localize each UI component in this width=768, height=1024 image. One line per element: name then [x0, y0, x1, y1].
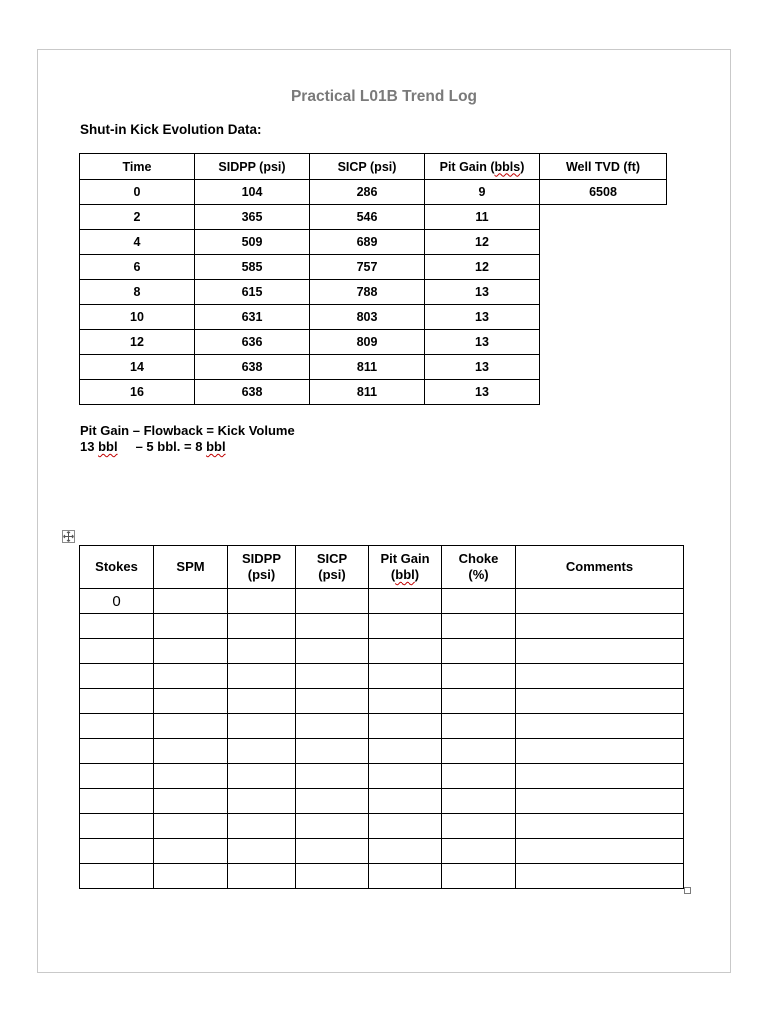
table-cell[interactable]: [154, 764, 228, 789]
table-cell: 104: [195, 180, 310, 205]
table-cell: 12: [80, 330, 195, 355]
table-row: [80, 255, 667, 280]
header-well-tvd: Well TVD (ft): [540, 154, 667, 180]
table-cell[interactable]: [442, 839, 516, 864]
table-cell[interactable]: [442, 789, 516, 814]
table-row: [80, 230, 667, 255]
table-cell[interactable]: [296, 764, 369, 789]
table-cell: 689: [310, 230, 425, 255]
table-cell[interactable]: [80, 789, 154, 814]
table-cell: 8: [80, 280, 195, 305]
header-sidpp: SIDPP (psi): [195, 154, 310, 180]
table-cell[interactable]: [154, 664, 228, 689]
formula-line-2: [80, 439, 295, 455]
table-cell[interactable]: [228, 614, 296, 639]
table-cell: 12: [425, 230, 540, 255]
table-cell[interactable]: [369, 864, 442, 889]
table-cell: 803: [310, 305, 425, 330]
table-cell[interactable]: [442, 589, 516, 614]
header-comments: Comments: [516, 546, 684, 589]
table-row: [80, 305, 667, 330]
table-cell[interactable]: [296, 714, 369, 739]
table-cell[interactable]: [516, 739, 684, 764]
table-cell[interactable]: [154, 689, 228, 714]
table-row: [80, 355, 667, 380]
header-sidpp: SIDPP (psi): [228, 546, 296, 589]
kick-table-header-row: [80, 154, 667, 180]
table-cell[interactable]: [442, 864, 516, 889]
header-sicp: SICP (psi): [296, 546, 369, 589]
table-cell[interactable]: [296, 839, 369, 864]
table-cell: 546: [310, 205, 425, 230]
table-cell[interactable]: [296, 589, 369, 614]
table-row[interactable]: [80, 839, 684, 864]
table-row[interactable]: [80, 764, 684, 789]
table-move-handle-icon[interactable]: [62, 530, 75, 543]
table-cell[interactable]: [369, 714, 442, 739]
table-cell: 0: [80, 180, 195, 205]
table-cell[interactable]: [228, 714, 296, 739]
header-pit-gain: [425, 154, 540, 180]
kick-volume-formula: [80, 423, 295, 455]
table-cell[interactable]: [228, 589, 296, 614]
table-cell[interactable]: [516, 614, 684, 639]
table-cell[interactable]: [80, 814, 154, 839]
table-cell[interactable]: [154, 814, 228, 839]
table-cell[interactable]: [154, 839, 228, 864]
table-cell: 13: [425, 380, 540, 405]
table-cell[interactable]: [228, 764, 296, 789]
table-cell: 16: [80, 380, 195, 405]
table-cell[interactable]: [228, 664, 296, 689]
table-cell: 13: [425, 280, 540, 305]
table-cell: 638: [195, 355, 310, 380]
table-cell[interactable]: [369, 689, 442, 714]
header-sicp: SICP (psi): [310, 154, 425, 180]
table-cell[interactable]: [442, 739, 516, 764]
table-cell[interactable]: [516, 639, 684, 664]
table-cell[interactable]: [516, 864, 684, 889]
table-cell: 631: [195, 305, 310, 330]
table-row: [80, 280, 667, 305]
table-cell[interactable]: [154, 639, 228, 664]
table-cell: 12: [425, 255, 540, 280]
table-cell[interactable]: [228, 689, 296, 714]
document-title: Practical L01B Trend Log: [290, 88, 478, 105]
table-row[interactable]: [80, 864, 684, 889]
table-cell[interactable]: [296, 664, 369, 689]
table-cell[interactable]: [80, 864, 154, 889]
formula-unit-1: bbl: [98, 439, 118, 454]
table-cell: [540, 330, 667, 355]
table-cell: 757: [310, 255, 425, 280]
table-row[interactable]: [80, 589, 684, 614]
table-cell[interactable]: [154, 714, 228, 739]
table-cell: [540, 205, 667, 230]
table-cell[interactable]: [442, 764, 516, 789]
table-cell: 13: [425, 330, 540, 355]
table-cell[interactable]: [80, 614, 154, 639]
table-row[interactable]: [80, 614, 684, 639]
table-cell[interactable]: [516, 839, 684, 864]
table-cell: 11: [425, 205, 540, 230]
table-resize-handle-icon[interactable]: [684, 887, 691, 894]
formula-line-1: Pit Gain – Flowback = Kick Volume: [80, 423, 295, 438]
table-cell[interactable]: [228, 639, 296, 664]
table-row[interactable]: [80, 789, 684, 814]
table-cell: 286: [310, 180, 425, 205]
table-cell[interactable]: [516, 789, 684, 814]
table-cell[interactable]: [516, 689, 684, 714]
table-row: [80, 180, 667, 205]
table-row[interactable]: [80, 689, 684, 714]
table-cell[interactable]: [80, 714, 154, 739]
table-cell[interactable]: [154, 739, 228, 764]
table-cell: 638: [195, 380, 310, 405]
table-cell[interactable]: [154, 789, 228, 814]
table-cell: [540, 355, 667, 380]
table-cell[interactable]: [516, 589, 684, 614]
table-row[interactable]: [80, 639, 684, 664]
table-cell: 788: [310, 280, 425, 305]
formula-unit-2: bbl: [206, 439, 226, 454]
table-cell[interactable]: [369, 839, 442, 864]
table-cell[interactable]: 0: [80, 589, 154, 614]
table-cell[interactable]: [80, 739, 154, 764]
trend-table-header-row: [80, 546, 684, 589]
table-cell[interactable]: [442, 689, 516, 714]
header-time: Time: [80, 154, 195, 180]
table-row[interactable]: [80, 664, 684, 689]
table-cell: 615: [195, 280, 310, 305]
table-cell[interactable]: [296, 864, 369, 889]
table-cell: 6508: [540, 180, 667, 205]
header-pit-gain: Pit Gain (bbl): [369, 546, 442, 589]
table-cell: 10: [80, 305, 195, 330]
table-cell[interactable]: [516, 764, 684, 789]
table-row[interactable]: [80, 814, 684, 839]
table-cell[interactable]: [442, 639, 516, 664]
table-cell: 365: [195, 205, 310, 230]
pit-gain-header-text: Pit Gain (bbls): [439, 159, 525, 174]
table-cell[interactable]: [516, 714, 684, 739]
table-cell[interactable]: [369, 739, 442, 764]
table-cell: [540, 305, 667, 330]
header-spm: SPM: [154, 546, 228, 589]
table-row: [80, 330, 667, 355]
header-choke: Choke (%): [442, 546, 516, 589]
table-cell: 9: [425, 180, 540, 205]
header-stokes: Stokes: [80, 546, 154, 589]
table-cell[interactable]: [80, 639, 154, 664]
table-cell: [540, 255, 667, 280]
formula-value-a: 13: [80, 439, 95, 454]
table-cell: [540, 230, 667, 255]
table-cell[interactable]: [442, 664, 516, 689]
table-cell: 4: [80, 230, 195, 255]
table-cell[interactable]: [296, 814, 369, 839]
table-cell[interactable]: [228, 864, 296, 889]
table-cell: [540, 280, 667, 305]
table-cell: 811: [310, 355, 425, 380]
table-cell[interactable]: [296, 739, 369, 764]
table-row[interactable]: [80, 714, 684, 739]
table-cell[interactable]: [80, 689, 154, 714]
table-cell[interactable]: [228, 839, 296, 864]
trend-log-table[interactable]: [79, 545, 684, 889]
table-cell[interactable]: [154, 614, 228, 639]
table-cell[interactable]: [369, 814, 442, 839]
kick-evolution-table: [79, 153, 667, 405]
table-cell[interactable]: [228, 789, 296, 814]
table-cell[interactable]: [228, 814, 296, 839]
table-cell[interactable]: [154, 864, 228, 889]
table-cell: 13: [425, 355, 540, 380]
table-row: [80, 380, 667, 405]
table-cell: 811: [310, 380, 425, 405]
table-cell: 13: [425, 305, 540, 330]
table-cell[interactable]: [80, 839, 154, 864]
table-row: [80, 205, 667, 230]
table-cell[interactable]: [80, 764, 154, 789]
table-cell[interactable]: [516, 814, 684, 839]
table-cell[interactable]: [369, 614, 442, 639]
table-cell[interactable]: [516, 664, 684, 689]
table-cell[interactable]: [369, 589, 442, 614]
table-cell: 809: [310, 330, 425, 355]
table-cell[interactable]: [154, 589, 228, 614]
table-cell[interactable]: [228, 739, 296, 764]
table-cell[interactable]: [296, 639, 369, 664]
section-label: Shut-in Kick Evolution Data:: [80, 122, 262, 137]
table-cell: 6: [80, 255, 195, 280]
table-cell: 636: [195, 330, 310, 355]
table-cell[interactable]: [369, 639, 442, 664]
table-cell[interactable]: [296, 789, 369, 814]
table-cell: 509: [195, 230, 310, 255]
table-cell[interactable]: [442, 814, 516, 839]
table-cell[interactable]: [80, 664, 154, 689]
table-cell: 585: [195, 255, 310, 280]
table-cell[interactable]: [296, 614, 369, 639]
table-cell[interactable]: [369, 664, 442, 689]
table-cell[interactable]: [369, 789, 442, 814]
table-cell: [540, 380, 667, 405]
table-cell: 14: [80, 355, 195, 380]
table-cell[interactable]: [369, 764, 442, 789]
table-cell: 2: [80, 205, 195, 230]
table-cell[interactable]: [296, 689, 369, 714]
table-row[interactable]: [80, 739, 684, 764]
formula-value-b: – 5 bbl. = 8: [135, 439, 203, 454]
table-cell[interactable]: [442, 614, 516, 639]
table-cell[interactable]: [442, 714, 516, 739]
